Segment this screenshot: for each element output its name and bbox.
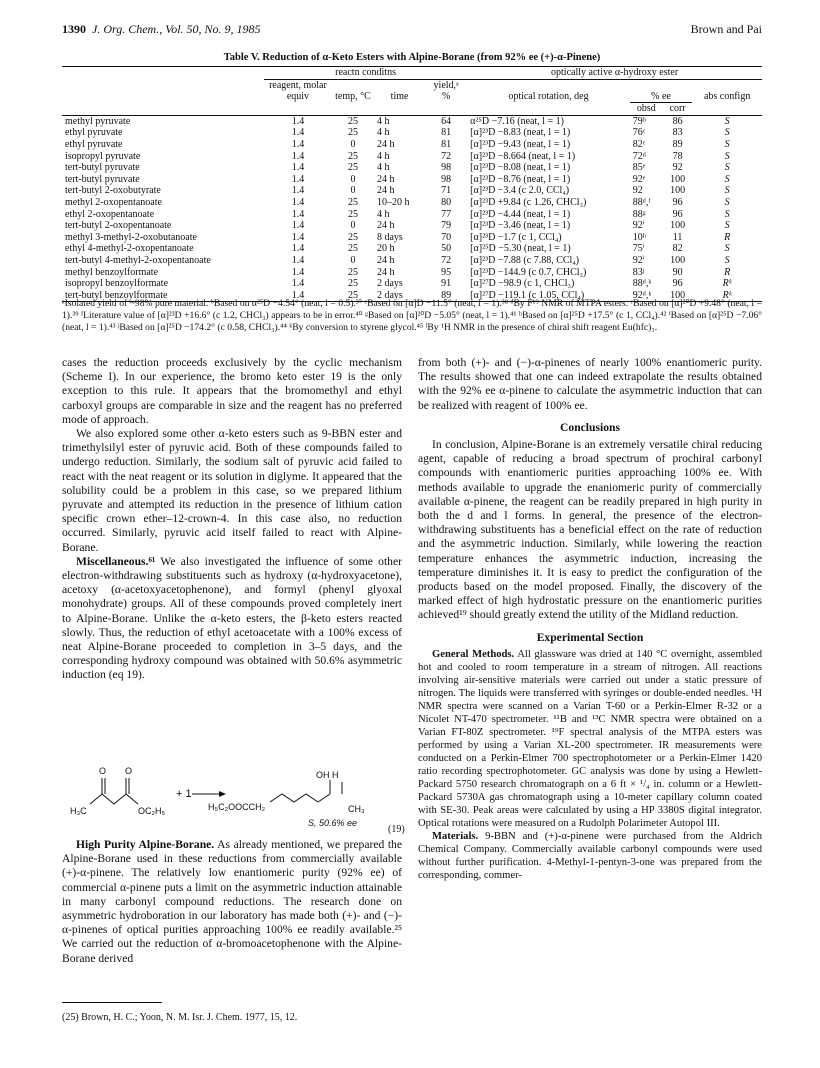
cell-corr: 100 [663,290,692,302]
cell-yield: 72 [441,255,452,266]
general-methods-heading: General Methods. [432,648,515,660]
abs-header: abs confign [703,91,751,103]
journal-citation: J. Org. Chem., Vol. 50, No. 9, 1985 [92,22,261,36]
cell-temp: 25 [347,231,358,243]
cell-reagent: 1.4 [291,173,305,185]
obsd-header: obsd [630,103,663,116]
cell-yield: 80 [441,197,452,209]
cell-yield: 81 [441,127,452,139]
cell-corr: 83 [672,127,683,139]
page-header [62,22,762,38]
cell-obsd: 88ᵈ,ᶠ [632,197,651,209]
cell-compound: methyl 3-methyl-2-oxobutanoate [65,231,197,243]
cell-time: 24 h [376,185,395,197]
cell-yield: 98 [441,162,452,174]
cell-reagent: 1.4 [291,243,305,255]
cell-compound: methyl 2-oxopentanoate [65,197,162,209]
cell-temp: 25 [347,162,358,174]
header-authors: Brown and Pai [690,22,762,36]
cell-abs: S [724,208,730,220]
cell-obsd: 88ᵈ,ᵏ [632,278,652,290]
temp-header: temp, °C [335,91,371,103]
cell-temp: 25 [347,208,358,220]
cell-time: 24 h [376,139,395,151]
cell-abs: S [724,162,730,174]
cell-corr: 89 [672,139,683,151]
cell-reagent: 1.4 [291,127,305,139]
eq-carbonyl-o-1: O [99,766,107,776]
cell-corr: 86 [672,115,683,127]
page-number: 1390 [62,22,86,36]
cell-compound: methyl benzoylformate [65,266,159,278]
cell-abs: R [724,266,731,278]
cell-obsd: 10ʰ [632,231,646,243]
cell-abs: S [724,127,730,139]
table-row [62,127,762,139]
cell-reagent: 1.4 [291,150,305,162]
cell-rotation: [α]²⁵D −5.30 (neat, l = 1) [470,243,571,255]
cell-time: 24 h [376,266,395,278]
rotation-header: optical rotation, deg [508,91,589,103]
cell-obsd: 85ᵉ [632,162,646,174]
cell-rotation: [α]²³D −3.46 (neat, l = 1) [470,220,571,232]
cell-obsd: 92ⁱ [632,220,645,232]
cell-obsd: 92ᵉ [632,173,646,185]
results-table [62,66,762,302]
cell-yield: 98 [441,173,452,185]
cell-corr: 100 [670,173,686,185]
cell-reagent: 1.4 [291,255,305,266]
cell-time: 24 h [376,173,395,185]
cell-abs: S [724,173,730,185]
cell-rotation: [α]²³D −8.76 (neat, l = 1) [470,173,571,185]
reference-25: (25) Brown, H. C.; Yoon, N. M. Isr. J. Chem. 1977, 15, 12. [62,1012,298,1023]
cell-rotation: α²⁵D −7.16 (neat, l = 1) [470,115,564,127]
table-row [62,115,762,127]
cell-reagent: 1.4 [291,115,305,127]
cell-corr: 100 [670,255,686,266]
materials-paragraph [418,830,762,882]
cell-obsd: 72ᵈ [632,150,646,162]
cell-compound: tert-butyl benzoylformate [62,290,264,302]
table-body [62,115,762,302]
optical-group-header: optically active α-hydroxy ester [467,67,762,80]
table-row [62,197,762,209]
cell-reagent: 1.4 [264,290,332,302]
eq-oh-h: OH H [316,770,339,780]
cell-yield: 71 [441,185,452,197]
cell-yield: 95 [441,266,452,278]
cell-temp: 25 [347,243,358,255]
cell-rotation: [α]²³D −7.88 (c 7.88, CCl₄) [470,255,580,266]
cell-time: 8 days [376,231,403,243]
cell-temp: 25 [347,150,358,162]
table-footnotes: ᵃIsolated yield of ~98% pure material. ᵇBased on α²⁵D −4.54° (neat, l = 0.5).³⁷ ᶜBased on [α]D −11.5° (neat, l = 1).³⁸ ᵈBy F¹⁹ NMR of MTPA esters. ᵉBased on [α]²⁰D +9.48° (neat, l = 1).³⁹ ᶠLiterature value of [α]²³D +16.6° (c 1.2, CHCl₃) appears to be in error.⁴⁰ ᵍBased on [α]²⁰D −5.05° (neat, l = 1).⁴¹ ʰBased on [α]²⁵D +17.5° (c 1, CCl₄).⁴² ⁱBased on [α]²⁵D −7.06° (neat, l = 1).⁴³ ʲBased on [α]²⁵D −174.2° (c 0.58, CHCl₃).⁴⁴ ᵏBy conversion to styrene glycol.⁴⁵ ˡBy ¹H NMR in the presence of chiral shift reagent Eu(hfc)₃. [62,298,762,333]
cell-time: 10–20 h [376,197,410,209]
cell-rotation: [α]²³D −144.9 (c 0.7, CHCl₃) [470,266,587,278]
experimental-heading: Experimental Section [536,630,644,644]
eq-h3c: H₃C [70,806,87,816]
cell-temp: 25 [332,290,374,302]
left-column-text-2 [62,838,402,966]
cell-obsd: 82ᶜ [632,139,646,151]
cell-yield: 50 [441,243,452,255]
cell-temp: 25 [347,127,358,139]
left-paragraph-4 [62,838,402,966]
cell-temp: 25 [347,115,358,127]
cell-compound: tert-butyl 4-methyl-2-oxopentanoate [65,255,211,266]
cell-temp: 0 [350,173,356,185]
eq-ee: S, 50.6% ee [308,818,358,828]
table-row [62,278,762,290]
table-row [62,174,762,186]
misc-heading: Miscellaneous.⁶¹ [76,554,156,568]
high-purity-heading: High Purity Alpine-Borane. [76,838,215,851]
ee-header: % ee [630,79,693,103]
cell-compound: methyl pyruvate [65,115,131,127]
left-paragraph-3 [62,555,402,683]
cell-compound: ethyl pyruvate [65,139,123,151]
table-row [62,243,762,255]
cell-yield: 64 [441,115,452,127]
cell-temp: 25 [347,197,358,209]
table-row [62,151,762,163]
footnote-rule [62,1002,162,1003]
cell-abs: S [724,243,730,255]
cell-abs: S [724,220,730,232]
cell-rotation: [α]²³D −8.664 (neat, l = 1) [470,150,576,162]
yield-header: yield,ᵃ % [433,79,459,103]
cell-obsd: 79ᵇ [632,115,646,127]
materials-heading: Materials. [432,830,479,842]
cell-abs: R [724,231,731,243]
left-paragraph-1: cases the reduction proceeds exclusively by the cyclic mechanism (Scheme I). In our experience, the bromo keto ester 19 is the only exception to this rule. It appears that the bromomethyl and ethyl carboxyl groups are comparable in size and the reagent has no preferred mode of approach. [62,356,402,426]
cell-corr: 78 [672,150,683,162]
cell-temp: 0 [350,255,356,266]
cell-time: 4 h [376,162,390,174]
cell-obsd: 92ᵈ,ᵏ [630,290,663,302]
cell-corr: 90 [672,266,683,278]
cell-rotation: [α]²³D −1.7 (c 1, CCl₄) [470,231,562,243]
cell-yield: 91 [441,278,452,290]
cell-reagent: 1.4 [291,185,305,197]
cell-corr: 96 [672,278,683,290]
table-row [62,162,762,174]
cell-rotation: [α]²³D −9.43 (neat, l = 1) [470,139,571,151]
cell-time: 4 h [376,150,390,162]
cell-time: 24 h [376,255,395,266]
cell-reagent: 1.4 [291,278,305,290]
cell-obsd: 92ⁱ [632,255,645,266]
table-row [62,232,762,244]
cell-reagent: 1.4 [291,208,305,220]
equation-number: (19) [388,824,405,835]
cell-yield: 81 [441,139,452,151]
cell-rotation: [α]²³D −8.08 (neat, l = 1) [470,162,571,174]
table-row [62,255,762,267]
eq-carbonyl-o-2: O [125,766,133,776]
eq-oc2h5: OC₂H₅ [138,806,166,816]
cell-rotation: [α]²³D −4.44 (neat, l = 1) [470,208,571,220]
cell-corr: 92 [672,162,683,174]
cell-abs: S [724,139,730,151]
cell-reagent: 1.4 [291,162,305,174]
cell-rotation: [α]²³D −3.4 (c 2.0, CCl₄) [470,185,570,197]
cell-yield: 89 [425,290,467,302]
header-left [62,22,261,37]
cell-compound: tert-butyl 2-oxopentanoate [65,220,172,232]
cell-yield: 70 [441,231,452,243]
cell-rotation: [α]²⁷D −119.1 (c 1.05, CCl₄) [467,290,630,302]
cell-obsd: 83ʲ [632,266,645,278]
left-paragraph-2: We also explored some other α-keto esters such as 9-BBN ester and trimethylsilyl ester of pyruvic acid. Both of these compounds failed to undergo reduction. Similarly, the sodium salt of pyruvic acid failed to react with the neat reagent or its solution in diglyme. It appeared that the solubility could be a problem in this case, so we prepared lithium pyruvate and attempted its reduction in the presence of lithium cation specific crown ether–12-crown-4. In this case also, no reduction occurred. Similarly, pyruvic acid itself failed to react with Alpine-Borane. [62,427,402,554]
table-row [62,209,762,221]
table-row [62,139,762,151]
cell-reagent: 1.4 [291,197,305,209]
cell-rotation: [α]²⁷D −98.9 (c 1, CHCl₃) [470,278,575,290]
cell-obsd: 92 [632,185,643,197]
equation-19-scheme [62,764,392,826]
cell-reagent: 1.4 [291,139,305,151]
right-paragraph-1: from both (+)- and (−)-α-pinenes of nearly 100% enantiomeric purity. The results showed that one can indeed extrapolate the results obtained with the 92% ee α-pinene to calculate the asymmetric induction that can be realized with reagent of 100% ee. [418,356,762,412]
time-header: time [390,91,409,103]
cell-time: 4 h [376,127,390,139]
cell-obsd: 76ᶜ [632,127,646,139]
cell-compound: ethyl 4-methyl-2-oxopentanoate [65,243,194,255]
cell-abs: S [724,150,730,162]
materials-text: 9-BBN and (+)-α-pinene were purchased from the Aldrich Chemical Company. Commercially available carbonyl compounds were used without further purification. 4-Methyl-1-pentyn-3-one was prepared from the corresponding, commer- [418,830,762,881]
cell-compound: tert-butyl pyruvate [65,162,140,174]
cell-compound: isopropyl pyruvate [65,150,141,162]
reactn-group-header: reactn conditns [264,67,467,80]
conclusions-text: In conclusion, Alpine-Borane is an extremely versatile chiral reducing agent, capable of reducing a broad spectrum of prochiral carbonyl compounds with enantiomeric purities approaching 100% ee. With methods available to upgrade the enaniomeric purity of commercially available α-pinene, the reagent can be readily prepared in high purity in both the d and l forms. In general, the presence of the electron-withdrawing substituents has a beneficial effect on the rate of reduction and the asymmetric induction. Similarly, while lowering the reaction temperature enhances the asymmetric induction, increasing the temperature diminishes it. It is easy to predict the configuration of the products based on the model proposed. Finally, the discovery of the marked effect of high hydrostatic pressure on the enantiomeric purities achieved¹⁹ should greatly extend the utility of the Midland reduction. [418,438,762,622]
cell-temp: 25 [347,266,358,278]
cell-compound: tert-butyl pyruvate [65,173,140,185]
conclusions-heading: Conclusions [560,420,620,434]
eq-product: H₅C₂OOCCH₂ [208,802,266,812]
cell-time: 4 h [376,115,390,127]
table-row [62,220,762,232]
left-column-text [62,356,402,683]
right-column-text [418,356,762,882]
cell-reagent: 1.4 [291,220,305,232]
table-row [62,267,762,279]
cell-rotation: [α]²³D −8.83 (neat, l = 1) [470,127,571,139]
cell-time: 2 days [374,290,425,302]
cell-abs: S [724,197,730,209]
cell-abs: Rᵏ [692,290,762,302]
cell-yield: 72 [441,150,452,162]
cell-corr: 96 [672,197,683,209]
cell-compound: isopropyl benzoylformate [65,278,169,290]
cell-compound: ethyl 2-oxopentanoate [65,208,155,220]
table-title: Table V. Reduction of α-Keto Esters with Alpine-Borane (from 92% ee (+)-α-Pinene) [223,52,601,63]
eq-plus: + 1 [176,788,192,800]
cell-corr: 100 [670,185,686,197]
cell-rotation: [α]²³D +9.84 (c 1.26, CHCl₃) [470,197,587,209]
cell-temp: 0 [350,185,356,197]
cell-corr: 96 [672,208,683,220]
cell-corr: 100 [670,220,686,232]
cell-time: 4 h [376,208,390,220]
cell-obsd: 75ⁱ [632,243,645,255]
misc-text: We also investigated the influence of some other electron-withdrawing substituents such as hydroxy (α-hydroxyacetone), acetoxy (α-acetoxyacetophenone), and formyl (phenyl glyoxal monohydrate) groups. All of these compounds proved completely inert to Alpine-Borane. Unlike the α-keto esters, the β-keto esters reacted slowly. Thus, the reduction of ethyl acetoacetate with a 100% excess of neat Alpine-Borane proceeded to completion in 3–5 days, and the corresponding hydroxy compound was obtained with 50.6% asymmetric induction (eq 19). [62,554,402,682]
cell-time: 24 h [376,220,395,232]
reagent-header: reagent, molar equiv [269,79,327,103]
general-methods-paragraph [418,648,762,830]
cell-temp: 0 [350,220,356,232]
cell-abs: S [724,185,730,197]
cell-time: 20 h [376,243,395,255]
table-row [62,185,762,197]
cell-yield: 79 [441,220,452,232]
eq-ch3: CH₃ [348,804,365,814]
cell-obsd: 88ᵍ [632,208,646,220]
corr-header: corr [663,103,692,116]
compound-header-blank [62,67,264,80]
general-methods-text: All glassware was dried at 140 °C overnight, assembled hot and cooled to room temperature in a stream of nitrogen. All reactions involving air-sensitive materials were carried out under a static pressure of nitrogen. The liquids were transferred with syringes or double-ended needles. ¹H NMR spectra were scanned on a Varian T-60 or a Perkin-Elmer R-32 or a Nicolet NT-470 spectrometer. ¹¹B and ¹³C NMR spectra were obtained on a Varian FT-80Z spectrometer. ¹⁹F spectral analysis of the MTPA esters was performed by using a Varian XL-200 spectrometer. IR measurements were conducted on a Perkin-Elmer 700 spectrophotometer or a Perkin-Elmer 1420 ratio recording spectrophotometer. GC analysis was done by using a Hewlett-Packard 5750 research chromatograph on a 6 ft × ¹/₄ in. column or a Hewlett-Packard 5730A gas chromatograph using a 10-meter capillary column coated with SE-30. Peak areas were calculated by using a HP 3380S digital integrator. Optical rotations were measured on a Rudolph Polarimeter Autopol III. [418,648,762,829]
cell-abs: S [724,115,730,127]
cell-corr: 82 [672,243,683,255]
high-purity-text: As already mentioned, we prepared the Alpine-Borane used in these reductions from commercially available (+)-α-pinene. The relatively low enantiomeric purity (92% ee) of commercial α-pinene puts a limit on the asymmetric induction attainable in many carbonyl compound reductions. The research done on asymmetric hydroboration in our laboratory has made both (+)- and (−)-α-pinenes of optical purities approaching 100% ee readily available.²⁵ We carried out the reduction of α-bromoacetophenone with the Alpine-Borane derived [62,838,402,965]
cell-compound: tert-butyl 2-oxobutyrate [65,185,161,197]
cell-time: 2 days [376,278,403,290]
cell-temp: 25 [347,278,358,290]
cell-corr: 11 [672,231,683,243]
cell-reagent: 1.4 [291,266,305,278]
cell-yield: 77 [441,208,452,220]
cell-abs: S [724,255,730,266]
cell-abs: Rᵏ [722,278,732,290]
cell-temp: 0 [350,139,356,151]
cell-reagent: 1.4 [291,231,305,243]
cell-compound: ethyl pyruvate [65,127,123,139]
